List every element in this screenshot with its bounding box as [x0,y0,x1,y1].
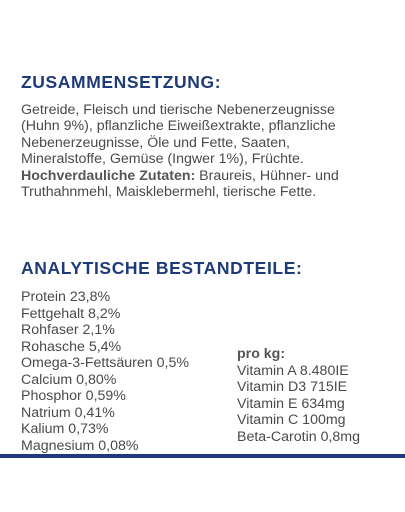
vitamin-list [237,346,360,445]
analytical-list [21,289,189,454]
composition-text [21,102,397,200]
analytical-item-calcium: Calcium 0,80% [21,371,117,388]
composition-line-4: Mineralstoffe, Gemüse (Ingwer 1%), Früchte. [21,151,304,168]
composition-heading: ZUSAMMENSETZUNG: [21,72,222,92]
highly-digestible-text: Braureis, Hühner- und [195,167,339,184]
composition-line-1: Getreide, Fleisch und tierische Nebenerzeugnisse [21,102,335,118]
analytical-item-fibre: Rohfaser 2,1% [21,322,115,338]
composition-line-3: Nebenerzeugnisse, Öle und Fette, Saaten, [21,134,290,151]
analytical-item-magnesium: Magnesium 0,08% [21,437,139,454]
vitamin-item-e: Vitamin E 634mg [237,395,345,412]
composition-line-2: (Huhn 9%), pflanzliche Eiweißextrakte, pflanzliche [21,118,336,135]
composition-last-line: Truthahnmehl, Maisklebermehl, tierische Fette. [21,184,317,201]
analytical-item-potassium: Kalium 0,73% [21,421,109,437]
vitamin-item-a: Vitamin A 8.480IE [237,362,349,379]
highly-digestible-line [21,168,397,184]
vitamin-item-d3: Vitamin D3 715IE [237,379,348,395]
vitamin-item-beta-carotene: Beta-Carotin 0,8mg [237,428,361,445]
bottom-divider-band [0,454,405,458]
analytical-item-omega3: Omega-3-Fettsäuren 0,5% [21,355,189,371]
analytical-item-ash: Rohasche 5,4% [21,338,122,355]
analytical-item-protein: Protein 23,8% [21,289,111,305]
analytical-item-fat: Fettgehalt 8,2% [21,305,121,322]
per-kg-label: pro kg: [237,346,286,362]
vitamin-item-c: Vitamin C 100mg [237,412,346,428]
analytical-item-sodium: Natrium 0,41% [21,404,115,421]
analytical-heading: ANALYTISCHE BESTANDTEILE: [21,258,303,278]
highly-digestible-label: Hochverdauliche Zutaten: [21,167,196,184]
analytical-item-phosphor: Phosphor 0,59% [21,388,126,404]
